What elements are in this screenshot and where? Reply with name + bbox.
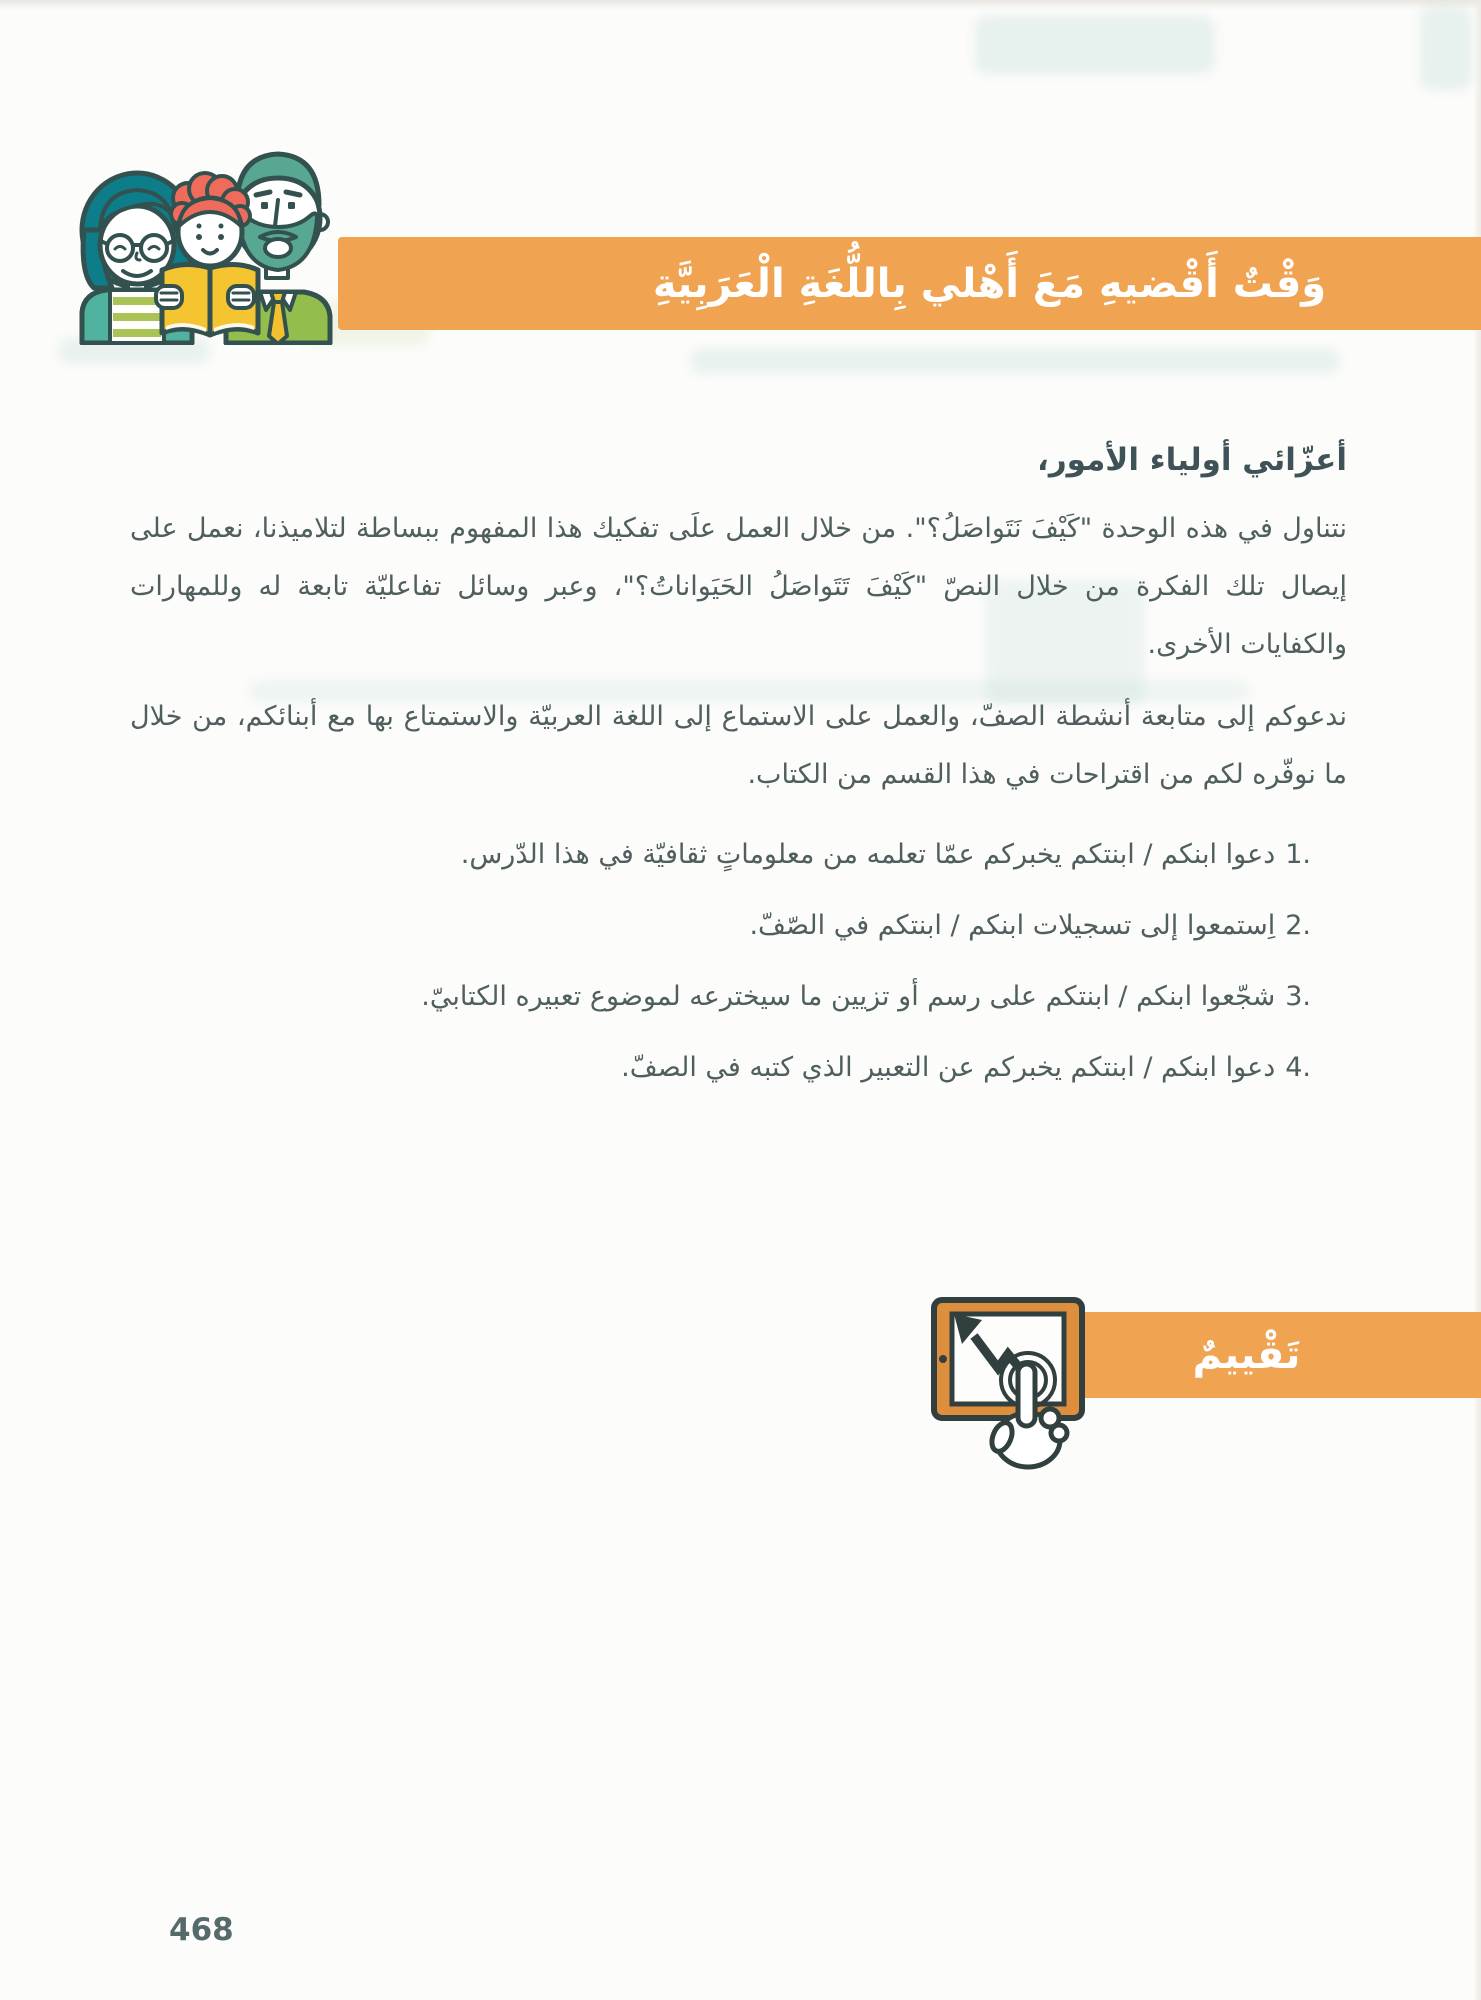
- item-text: شجّعوا ابنكم / ابنتكم على رسم أو تزيين ما سيخترعه لموضوع تعبيره الكتابيّ.: [421, 981, 1276, 1012]
- item-text: اِستمعوا إلى تسجيلات ابنكم / ابنتكم في الصّفّ.: [749, 910, 1276, 941]
- item-number: 1.: [1285, 839, 1311, 870]
- suggestion-item-2: [130, 897, 1311, 955]
- bleedthrough-ghost: [690, 348, 1340, 374]
- unit-header-banner: [338, 237, 1481, 330]
- item-text: دعوا ابنكم / ابنتكم يخبركم عن التعبير الذي كتبه في الصفّ.: [621, 1052, 1276, 1083]
- bleedthrough-ghost: [1420, 6, 1472, 90]
- suggestion-item-1: [130, 826, 1311, 884]
- letter-paragraph-1: نتناول في هذه الوحدة "كَيْفَ نَتَواصَلُ؟". من خلال العمل علَى تفكيك هذا المفهوم ببساطة لتلاميذنا، نعمل على إيصال تلك الفكرة من خلال النصّ "كَيْفَ تَتَواصَلُ الحَيَواناتُ؟"، وعبر وسائل تفاعليّة تابعة له وللمهارات والكفايات الأخرى.: [130, 513, 1347, 660]
- family-reading-illustration: [60, 90, 350, 345]
- item-number: 2.: [1285, 910, 1311, 941]
- item-number: 3.: [1285, 981, 1311, 1012]
- letter-paragraph-2: ندعوكم إلى متابعة أنشطة الصفّ، والعمل على الاستماع إلى اللغة العربيّة والاستمتاع بها مع أبنائكم، من خلال ما نوفّره لكم من اقتراحات في هذا القسم من الكتاب.: [130, 701, 1347, 790]
- item-text: دعوا ابنكم / ابنتكم يخبركم عمّا تعلمه من معلوماتٍ ثقافيّة في هذا الدّرس.: [460, 839, 1276, 870]
- suggestions-list: [130, 826, 1347, 1097]
- tablet-touch-icon: [926, 1290, 1090, 1480]
- parents-letter: [130, 436, 1347, 1110]
- page-edge-shadow: [0, 0, 1481, 10]
- page-number: 468: [169, 1912, 234, 1948]
- assessment-label: تَقْييمٌ: [1192, 1332, 1301, 1378]
- assessment-banner: [1076, 1312, 1481, 1398]
- item-number: 4.: [1285, 1052, 1311, 1083]
- suggestion-item-4: [130, 1039, 1311, 1097]
- bleedthrough-ghost: [975, 16, 1215, 74]
- letter-salutation: أعزّائي أولياء الأمور،: [1037, 442, 1347, 478]
- unit-title: وَقْتٌ أَقْضيهِ مَعَ أَهْلي بِاللُّغَةِ الْعَرَبِيَّةِ: [652, 260, 1327, 307]
- suggestion-item-3: [130, 968, 1311, 1026]
